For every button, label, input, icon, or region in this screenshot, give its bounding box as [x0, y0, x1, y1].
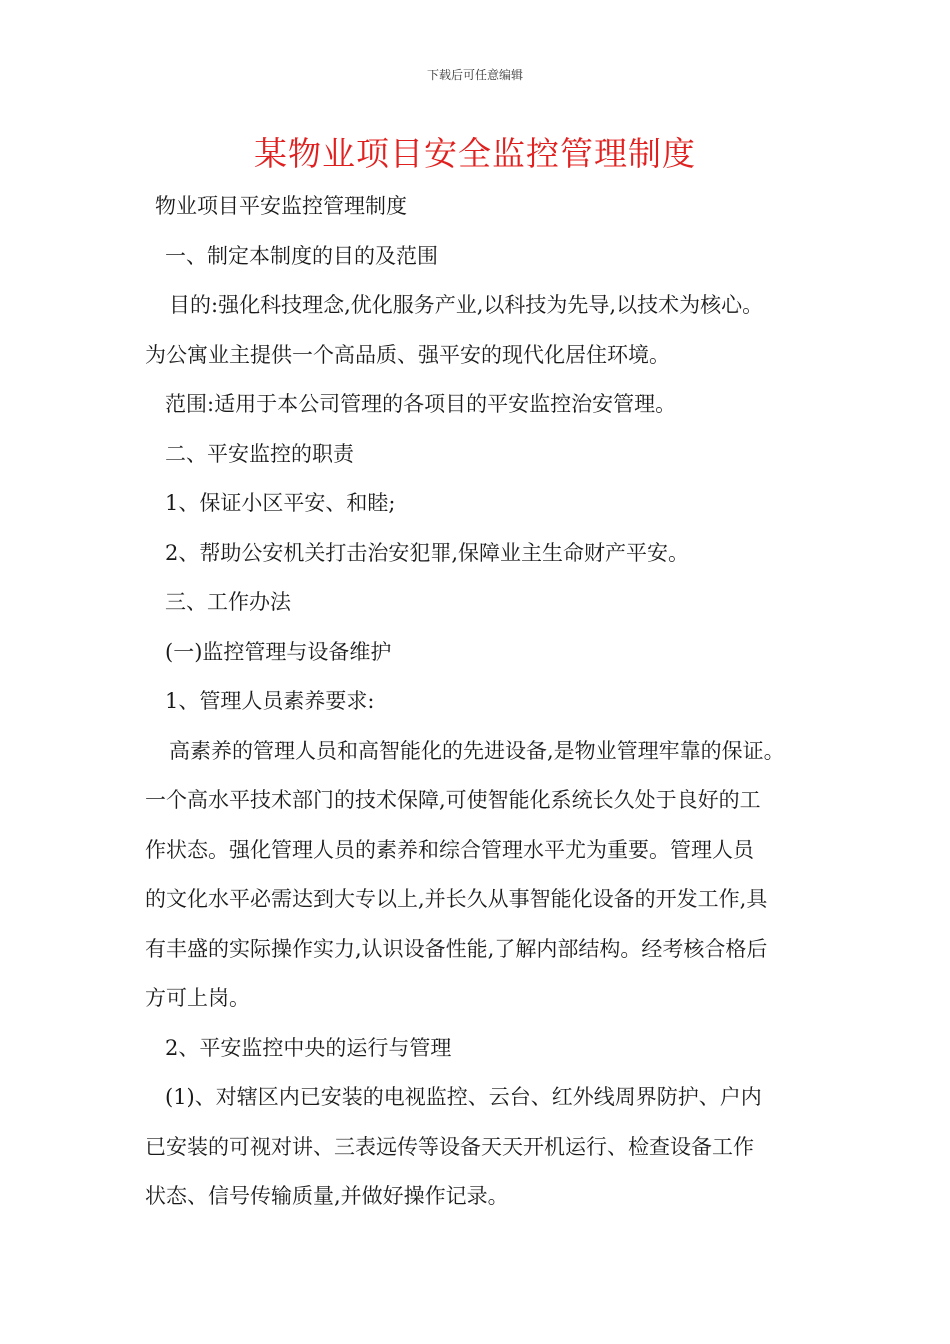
paragraph-line: 作状态。强化管理人员的素养和综合管理水平尤为重要。管理人员 [145, 837, 754, 862]
paragraph-line: 为公寓业主提供一个高品质、强平安的现代化居住环境。 [145, 342, 670, 367]
header-note: 下载后可任意编辑 [426, 68, 523, 82]
document-body [145, 182, 815, 1222]
paragraph-line: 一个高水平技术部门的技术保障,可使智能化系统长久处于良好的工 [145, 788, 761, 812]
section-heading: 二、平安监控的职责 [165, 441, 354, 466]
paragraph-line: 高素养的管理人员和高智能化的先进设备,是物业管理牢靠的保证。 [169, 738, 785, 763]
list-item: 2、平安监控中央的运行与管理 [165, 1035, 452, 1060]
list-item: 1、管理人员素养要求: [165, 689, 375, 713]
list-item: 2、帮助公安机关打击治安犯罪,保障业主生命财产平安。 [165, 540, 690, 565]
subsection-heading: (一)监控管理与设备维护 [165, 639, 392, 664]
paragraph-line: 的文化水平必需达到大专以上,并长久从事智能化设备的开发工作,具 [145, 887, 768, 911]
paragraph-line: 方可上岗。 [145, 986, 250, 1010]
list-item: 1、保证小区平安、和睦; [165, 491, 396, 515]
paragraph-line: 范围:适用于本公司管理的各项目的平安监控治安管理。 [165, 392, 677, 416]
paragraph-line: 有丰盛的实际操作实力,认识设备性能,了解内部结构。经考核合格后 [145, 936, 768, 961]
list-item: (1)、对辖区内已安装的电视监控、云台、红外线周界防护、户内 [165, 1085, 762, 1109]
section-heading: 三、工作办法 [165, 590, 291, 614]
paragraph-line: 状态、信号传输质量,并做好操作记录。 [145, 1184, 509, 1208]
document-title: 某物业项目安全监控管理制度 [254, 134, 696, 173]
section-heading: 一、制定本制度的目的及范围 [165, 243, 438, 268]
paragraph-line: 已安装的可视对讲、三表远传等设备天天开机运行、检查设备工作 [145, 1134, 754, 1159]
paragraph-line: 物业项目平安监控管理制度 [155, 194, 407, 218]
paragraph-line: 目的:强化科技理念,优化服务产业,以科技为先导,以技术为核心。 [169, 293, 764, 317]
